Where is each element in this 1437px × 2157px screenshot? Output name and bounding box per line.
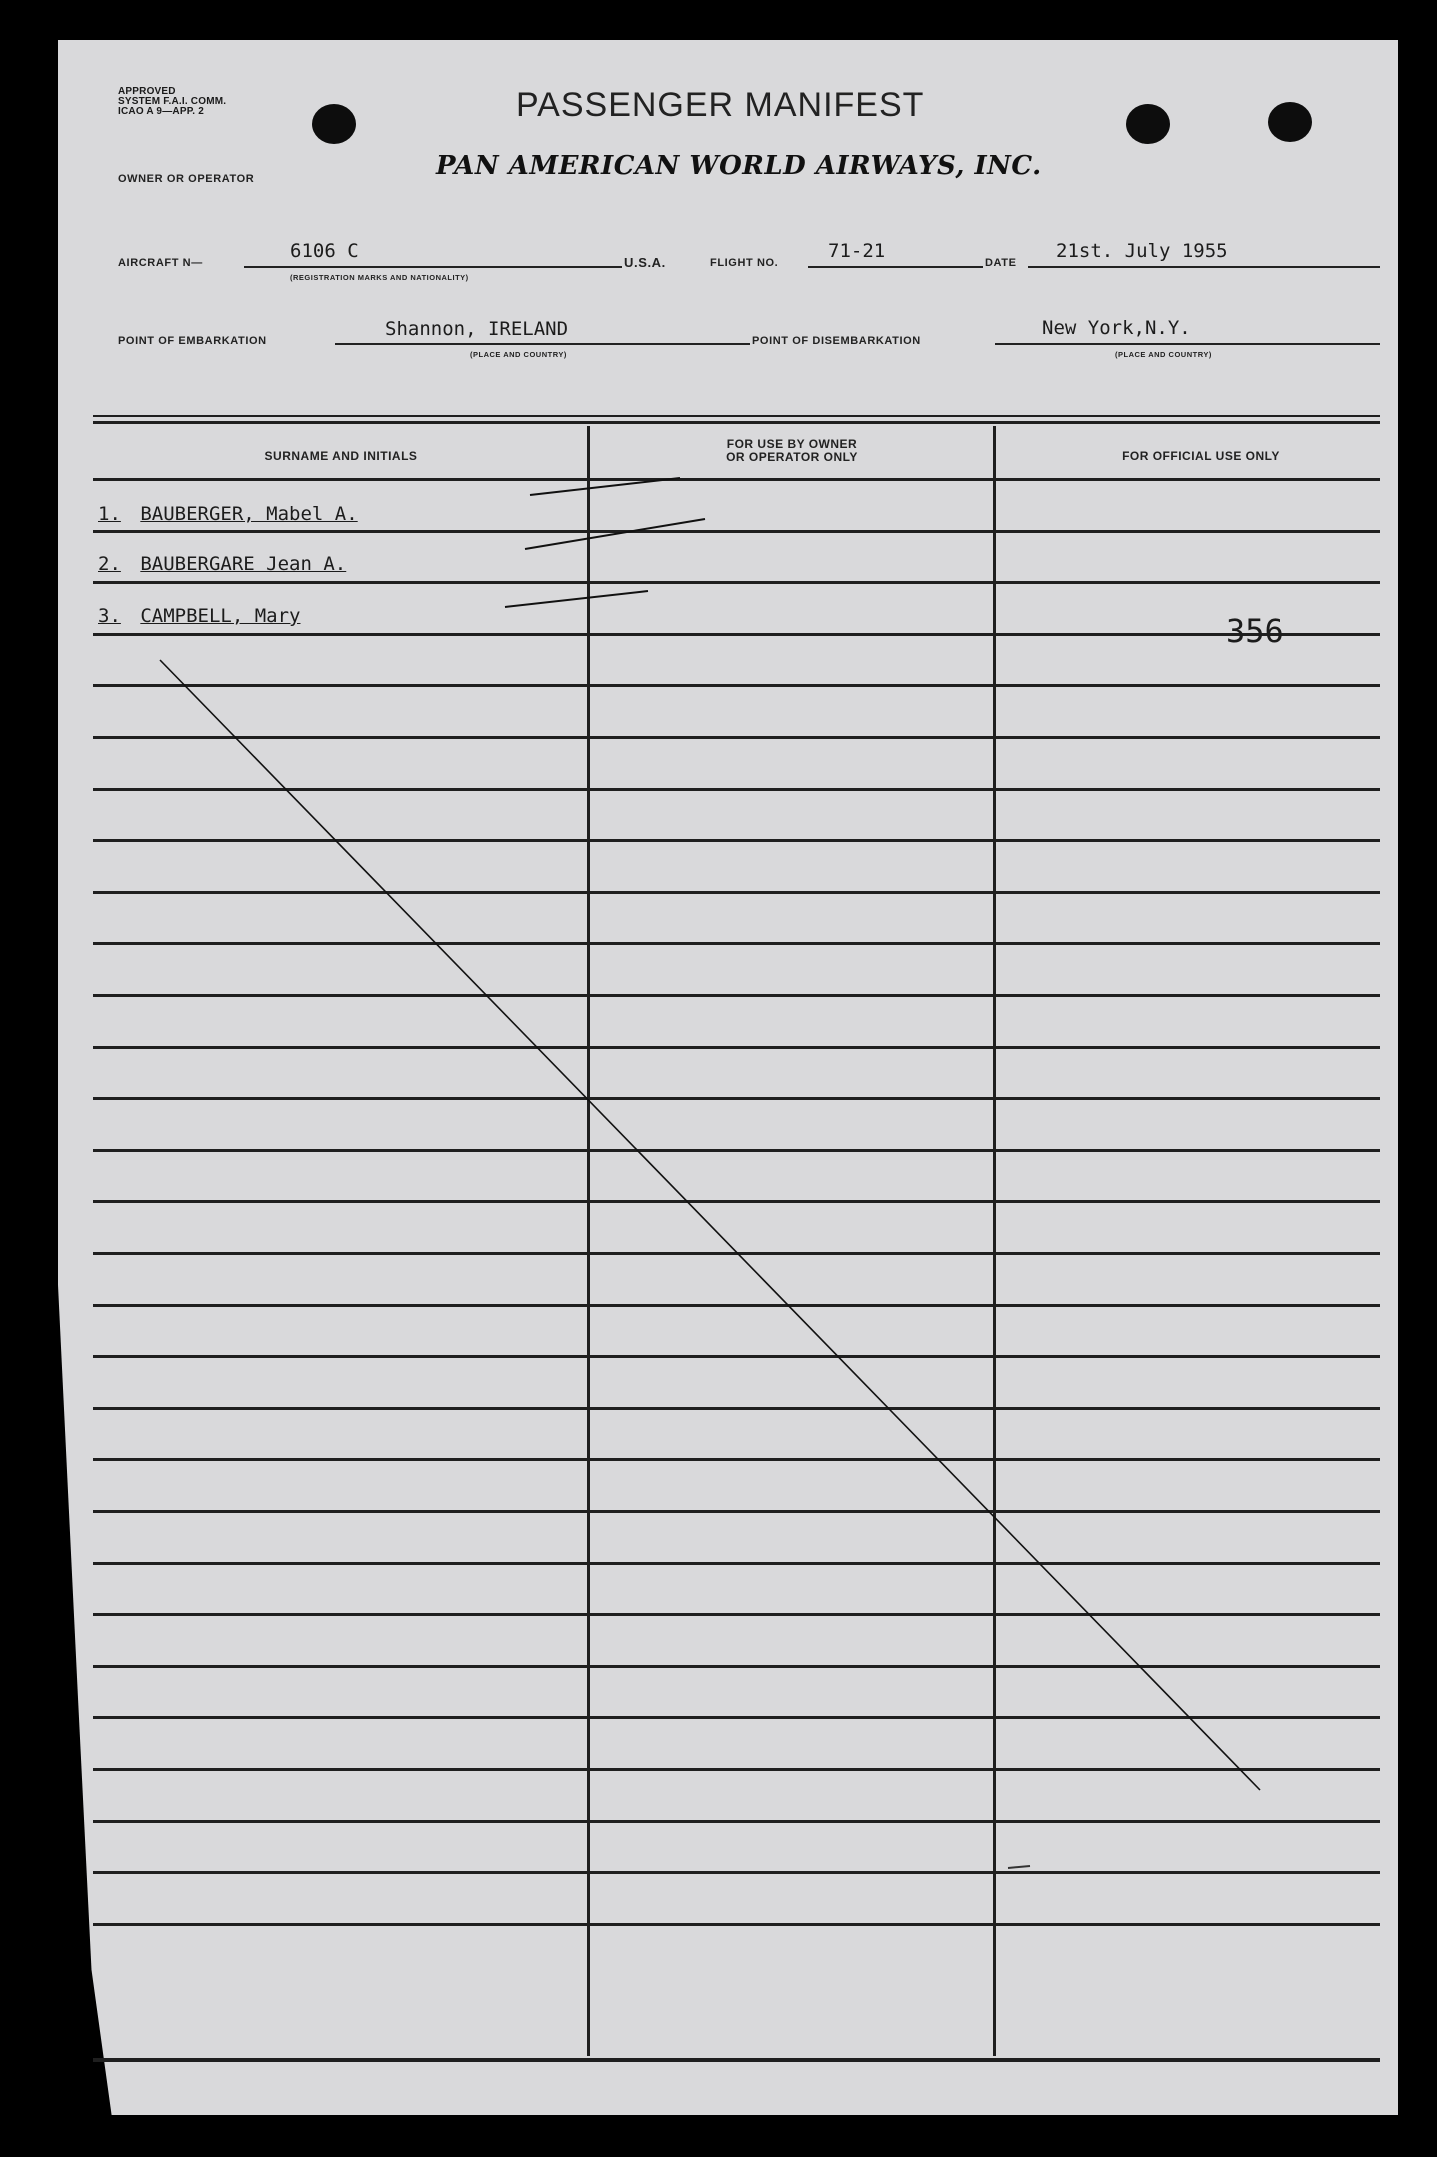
- tick-stroke: [530, 478, 680, 495]
- stray-mark: [1008, 1866, 1030, 1868]
- disembark-label: POINT OF DISEMBARKATION: [752, 335, 921, 347]
- embark-sublabel: (PLACE AND COUNTRY): [470, 350, 567, 359]
- col-header-official: FOR OFFICIAL USE ONLY: [1122, 449, 1280, 463]
- tick-stroke: [525, 519, 705, 549]
- date-value: 21st. July 1955: [1056, 240, 1228, 262]
- flight-label: FLIGHT NO.: [710, 257, 779, 269]
- carrier-name: PAN AMERICAN WORLD AIRWAYS, INC.: [436, 151, 1042, 181]
- approval-line: SYSTEM F.A.I. COMM.: [118, 96, 227, 107]
- cancel-diagonal: [160, 660, 1260, 1790]
- passenger-number: 1.: [98, 503, 121, 525]
- tick-stroke: [505, 591, 648, 607]
- flight-value: 71-21: [828, 240, 886, 262]
- embark-label: POINT OF EMBARKATION: [118, 335, 267, 347]
- passenger-name: CAMPBELL, Mary: [140, 605, 301, 627]
- aircraft-label: AIRCRAFT N—: [118, 257, 203, 269]
- approval-line: APPROVED: [118, 86, 176, 97]
- disembark-value: New York,N.Y.: [1042, 317, 1191, 339]
- col-header-owner-line: OR OPERATOR ONLY: [726, 450, 858, 464]
- nationality: U.S.A.: [624, 255, 666, 270]
- passenger-name: BAUBERGER, Mabel A.: [140, 503, 358, 525]
- approval-line: ICAO A 9—APP. 2: [118, 106, 204, 117]
- passenger-number: 3.: [98, 605, 121, 627]
- col-header-surname: SURNAME AND INITIALS: [264, 449, 418, 463]
- col-header-owner-line: FOR USE BY OWNER: [726, 437, 858, 451]
- aircraft-sublabel: (REGISTRATION MARKS AND NATIONALITY): [290, 273, 469, 282]
- passenger-number: 2.: [98, 553, 121, 575]
- passenger-name: BAUBERGARE Jean A.: [140, 553, 347, 575]
- embark-value: Shannon, IRELAND: [385, 318, 569, 340]
- official-number: 356: [1226, 612, 1284, 650]
- form-title: PASSENGER MANIFEST: [516, 86, 925, 124]
- owner-label: OWNER OR OPERATOR: [118, 173, 255, 185]
- aircraft-value: 6106 C: [290, 240, 359, 262]
- disembark-sublabel: (PLACE AND COUNTRY): [1115, 350, 1212, 359]
- date-label: DATE: [985, 257, 1017, 269]
